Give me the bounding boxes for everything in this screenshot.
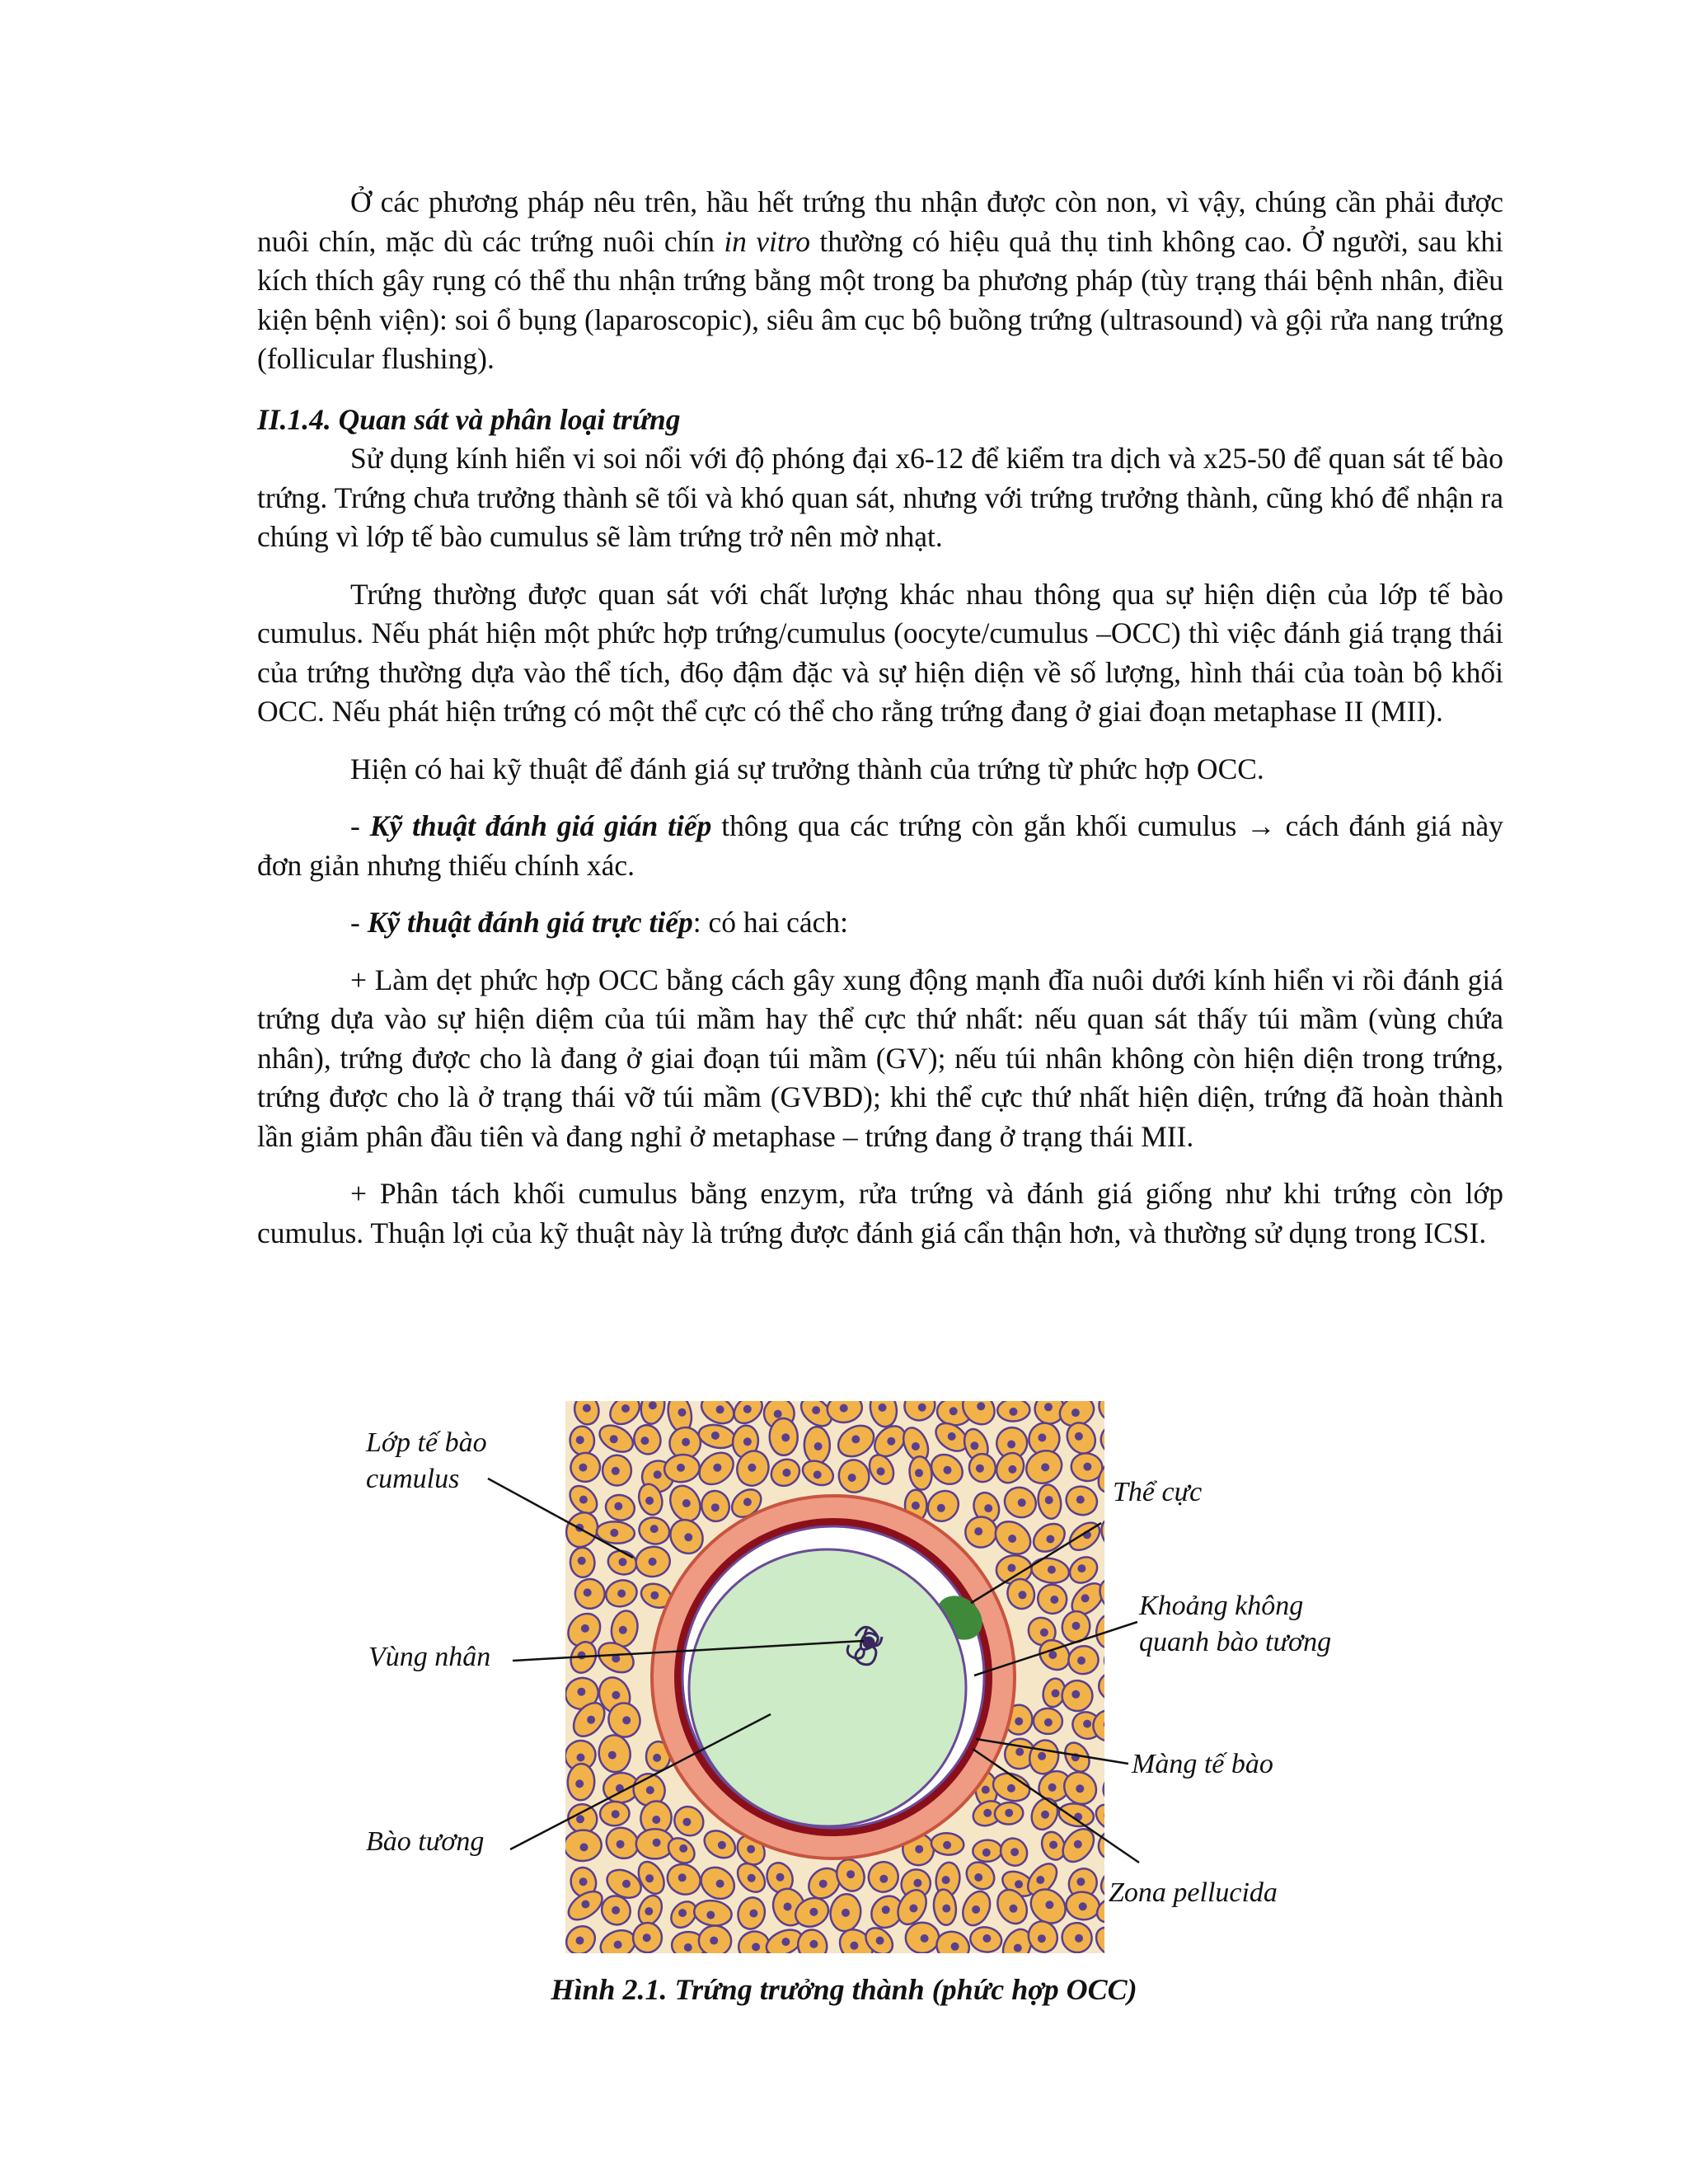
- technique-title: Kỹ thuật đánh giá gián tiếp: [369, 809, 712, 842]
- paragraph-text: : có hai cách:: [692, 906, 849, 939]
- bullet-dash: -: [350, 906, 368, 939]
- label-cell-membrane: Màng tế bào: [1132, 1749, 1273, 1779]
- label-cumulus-layer: Lớp tế bào: [366, 1427, 487, 1458]
- paragraph-text: thường có hiệu quả thụ tinh không cao. Ở người, sau khi kích thích gây rụng có thể thu nhận trứng bằng một trong ba phương pháp (tùy trạng thái bệnh nhân, điều kiện bệnh viện): soi ổ bụng (laparoscopic), siêu âm cục bộ buồng trứng (ultrasound) và gội rửa nang trứng (follicular flushing).: [257, 224, 1504, 375]
- label-perivitelline-space-2: quanh bào tương: [1139, 1627, 1332, 1657]
- section-heading: II.1.4. Quan sát và phân loại trứng: [257, 402, 681, 436]
- paragraph: Sử dụng kính hiển vi soi nổi với độ phóng đại x6-12 để kiểm tra dịch và x25-50 để quan sát tế bào trứng. Trứng chưa trưởng thành sẽ tối và khó quan sát, nhưng với trứng trưởng thành, cũng khó để nhận ra chúng vì lớp tế bào cumulus sẽ làm trứng trở nên mờ nhạt.: [257, 442, 1503, 553]
- figure-caption: Hình 2.1. Trứng trưởng thành (phức hợp OCC): [551, 1973, 1137, 2006]
- paragraph: + Làm dẹt phức hợp OCC bằng cách gây xung động mạnh đĩa nuôi dưới kính hiển vi rồi đánh giá trứng dựa vào sự hiện diệm của túi mầm hay thể cực thứ nhất: nếu quan sát thấy túi mầm (vùng chứa nhân), trứng được cho là đang ở giai đoạn túi mầm (GV); nếu túi nhân không còn hiện diện trong trứng, trứng được cho là ở trạng thái vỡ túi mầm (GVBD); khi thể cực thứ nhất hiện diện, trứng đã hoàn thành lần giảm phân đầu tiên và đang nghỉ ở metaphase – trứng đang ở trạng thái MII.: [257, 963, 1503, 1153]
- paragraph: Hiện có hai kỹ thuật để đánh giá sự trưởng thành của trứng từ phức hợp OCC.: [350, 752, 1264, 785]
- label-perivitelline-space: Khoảng không: [1139, 1591, 1304, 1621]
- label-cytoplasm: Bào tương: [366, 1826, 485, 1857]
- label-nucleus: Vùng nhân: [368, 1642, 491, 1672]
- paragraph: + Phân tách khối cumulus bằng enzym, rửa trứng và đánh giá giống như khi trứng còn lớp cumulus. Thuận lợi của kỹ thuật này là trứng được đánh giá cẩn thận hơn, và thường sử dụng trong ICSI.: [257, 1177, 1503, 1249]
- paragraph-text: Ở các phương pháp nêu trên, hầu hết trứng thu nhận được còn non, vì vậy, chúng cần phải được nuôi chín, mặc dù các trứng nuôi chín: [257, 185, 1503, 258]
- bullet-dash: -: [350, 809, 370, 842]
- label-cumulus: cumulus: [366, 1464, 460, 1494]
- technique-title: Kỹ thuật đánh giá trực tiếp: [367, 906, 693, 939]
- label-polar-body: Thể cực: [1113, 1477, 1203, 1507]
- label-zona-pellucida: Zona pellucida: [1109, 1877, 1278, 1908]
- paragraph-text: thông qua các trứng còn gắn khối cumulus → cách đánh giá này đơn giản nhưng thiếu chính xác.: [257, 809, 1503, 882]
- italic-term: in vitro: [724, 224, 810, 258]
- paragraph: Trứng thường được quan sát với chất lượng khác nhau thông qua sự hiện diện của lớp tế bào cumulus. Nếu phát hiện một phức hợp trứng/cumulus (oocyte/cumulus –OCC) thì việc đánh giá trạng thái của trứng thường dựa vào thể tích, đ6ọ đậm đặc và sự hiện diện về số lượng, hình thái của toàn bộ khối OCC. Nếu phát hiện trứng có một thể cực có thể cho rằng trứng đang ở giai đoạn metaphase II (MII).: [257, 577, 1503, 728]
